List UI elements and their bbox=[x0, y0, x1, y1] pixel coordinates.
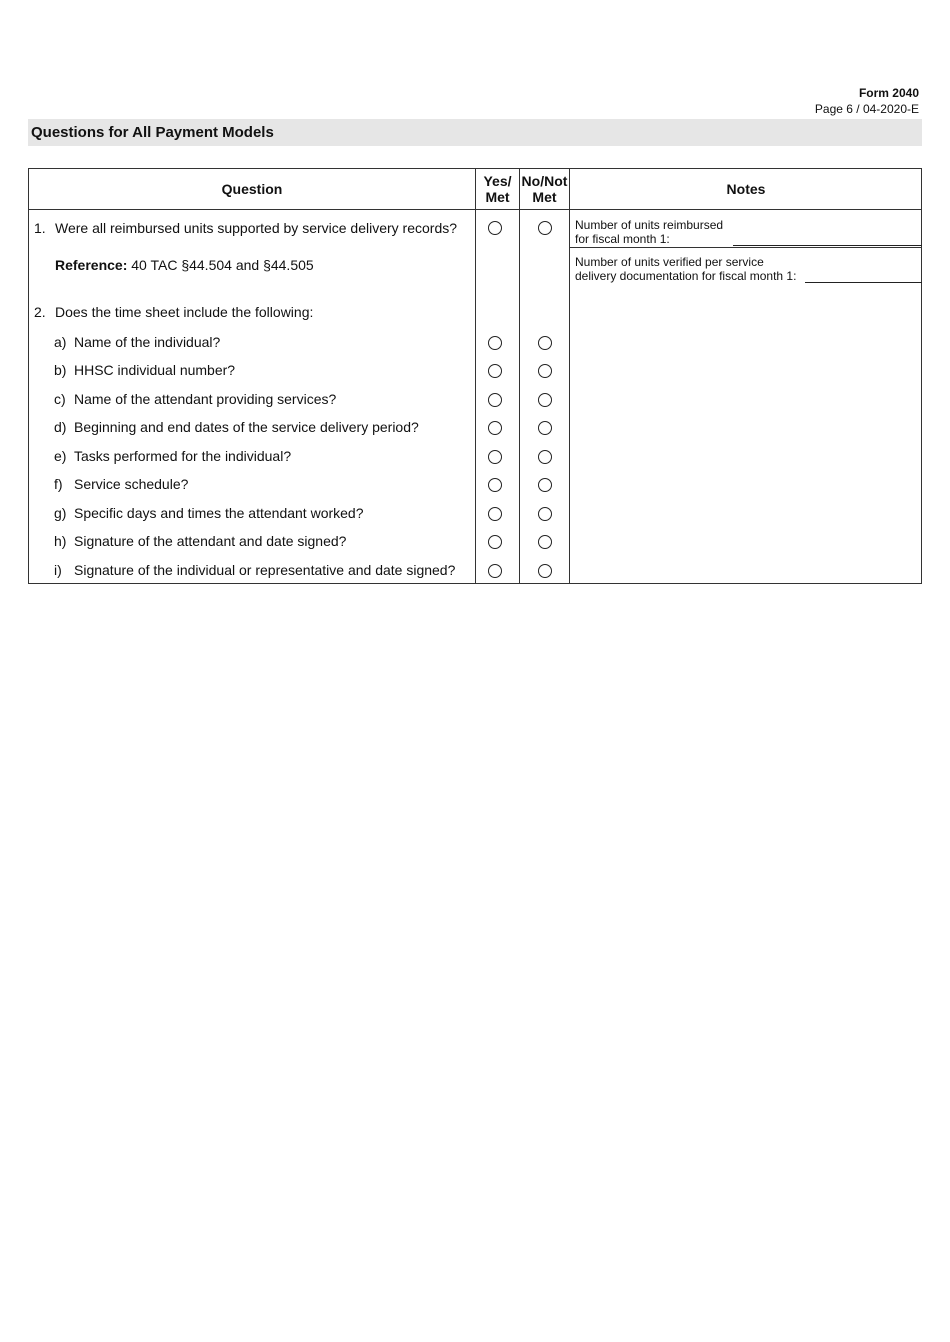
q2-item-text: Signature of the individual or representative and date signed? bbox=[74, 562, 456, 578]
q2-item-letter: c) bbox=[54, 391, 66, 407]
q1-reference-text: 40 TAC §44.504 and §44.505 bbox=[127, 257, 314, 273]
q2f-no-radio[interactable] bbox=[538, 478, 552, 492]
q2g-no-radio[interactable] bbox=[538, 507, 552, 521]
form-header bbox=[815, 85, 919, 117]
note-units-reimbursed-line1: Number of units reimbursed bbox=[575, 218, 724, 232]
q1-number: 1. bbox=[34, 220, 46, 236]
q1-reference bbox=[55, 257, 314, 273]
units-verified-input[interactable] bbox=[805, 282, 922, 283]
q2-item-text: Name of the attendant providing services? bbox=[74, 391, 337, 407]
questions-table bbox=[28, 168, 922, 584]
column-header-yes bbox=[476, 169, 519, 209]
q2-item-letter: h) bbox=[54, 533, 67, 549]
q2-item-text: Tasks performed for the individual? bbox=[74, 448, 292, 464]
q2c-no-radio[interactable] bbox=[538, 393, 552, 407]
q1-reference-label: Reference: bbox=[55, 257, 128, 273]
divider-yes-no bbox=[519, 169, 520, 583]
q2a-no-radio[interactable] bbox=[538, 336, 552, 350]
q2-item-text: Signature of the attendant and date signed? bbox=[74, 533, 347, 549]
column-header-yes-line1: Yes/ bbox=[483, 173, 512, 189]
q2-text: Does the time sheet include the following: bbox=[55, 304, 314, 320]
form-number: Form 2040 bbox=[858, 86, 919, 100]
q2i-yes-radio[interactable] bbox=[488, 564, 502, 578]
units-reimbursed-input[interactable] bbox=[733, 245, 922, 246]
divider-no-notes bbox=[569, 169, 570, 583]
q2-item-letter: a) bbox=[54, 334, 67, 350]
q2-item-text: Specific days and times the attendant worked? bbox=[74, 505, 364, 521]
divider-question-yes bbox=[475, 169, 476, 583]
notes-divider bbox=[570, 247, 921, 248]
q2-item-letter: g) bbox=[54, 505, 67, 521]
q2-item-letter: d) bbox=[54, 419, 67, 435]
column-header-no bbox=[520, 169, 569, 209]
q2-item-letter: f) bbox=[54, 476, 63, 492]
q2d-yes-radio[interactable] bbox=[488, 421, 502, 435]
q1-yes-radio[interactable] bbox=[488, 221, 502, 235]
q2d-no-radio[interactable] bbox=[538, 421, 552, 435]
q2h-yes-radio[interactable] bbox=[488, 535, 502, 549]
q2-item-text: Service schedule? bbox=[74, 476, 189, 492]
q2h-no-radio[interactable] bbox=[538, 535, 552, 549]
column-header-no-line2: Met bbox=[532, 189, 557, 205]
q2i-no-radio[interactable] bbox=[538, 564, 552, 578]
q2-item-text: HHSC individual number? bbox=[74, 362, 236, 378]
q2-item-letter: e) bbox=[54, 448, 67, 464]
q2a-yes-radio[interactable] bbox=[488, 336, 502, 350]
q2f-yes-radio[interactable] bbox=[488, 478, 502, 492]
q2b-no-radio[interactable] bbox=[538, 364, 552, 378]
q2e-yes-radio[interactable] bbox=[488, 450, 502, 464]
q2-item-letter: i) bbox=[54, 562, 62, 578]
column-header-no-line1: No/Not bbox=[521, 173, 568, 189]
q2e-no-radio[interactable] bbox=[538, 450, 552, 464]
section-header-bar bbox=[28, 119, 922, 146]
note-units-reimbursed-line2: for fiscal month 1: bbox=[575, 232, 670, 246]
q2-number: 2. bbox=[34, 304, 46, 320]
column-header-question: Question bbox=[221, 181, 283, 197]
q2-item-text: Beginning and end dates of the service delivery period? bbox=[74, 419, 419, 435]
q1-no-radio[interactable] bbox=[538, 221, 552, 235]
column-header-notes: Notes bbox=[726, 181, 766, 197]
q2g-yes-radio[interactable] bbox=[488, 507, 502, 521]
q2c-yes-radio[interactable] bbox=[488, 393, 502, 407]
note-units-verified-line1: Number of units verified per service bbox=[575, 255, 764, 269]
q2-item-letter: b) bbox=[54, 362, 67, 378]
note-units-verified-line2: delivery documentation for fiscal month 1: bbox=[575, 269, 797, 283]
section-title: Questions for All Payment Models bbox=[31, 124, 274, 141]
header-divider bbox=[29, 209, 921, 210]
column-header-yes-line2: Met bbox=[485, 189, 510, 205]
q2-item-text: Name of the individual? bbox=[74, 334, 221, 350]
q1-text: Were all reimbursed units supported by service delivery records? bbox=[55, 220, 458, 236]
page-info: Page 6 / 04-2020-E bbox=[814, 102, 919, 116]
q2b-yes-radio[interactable] bbox=[488, 364, 502, 378]
